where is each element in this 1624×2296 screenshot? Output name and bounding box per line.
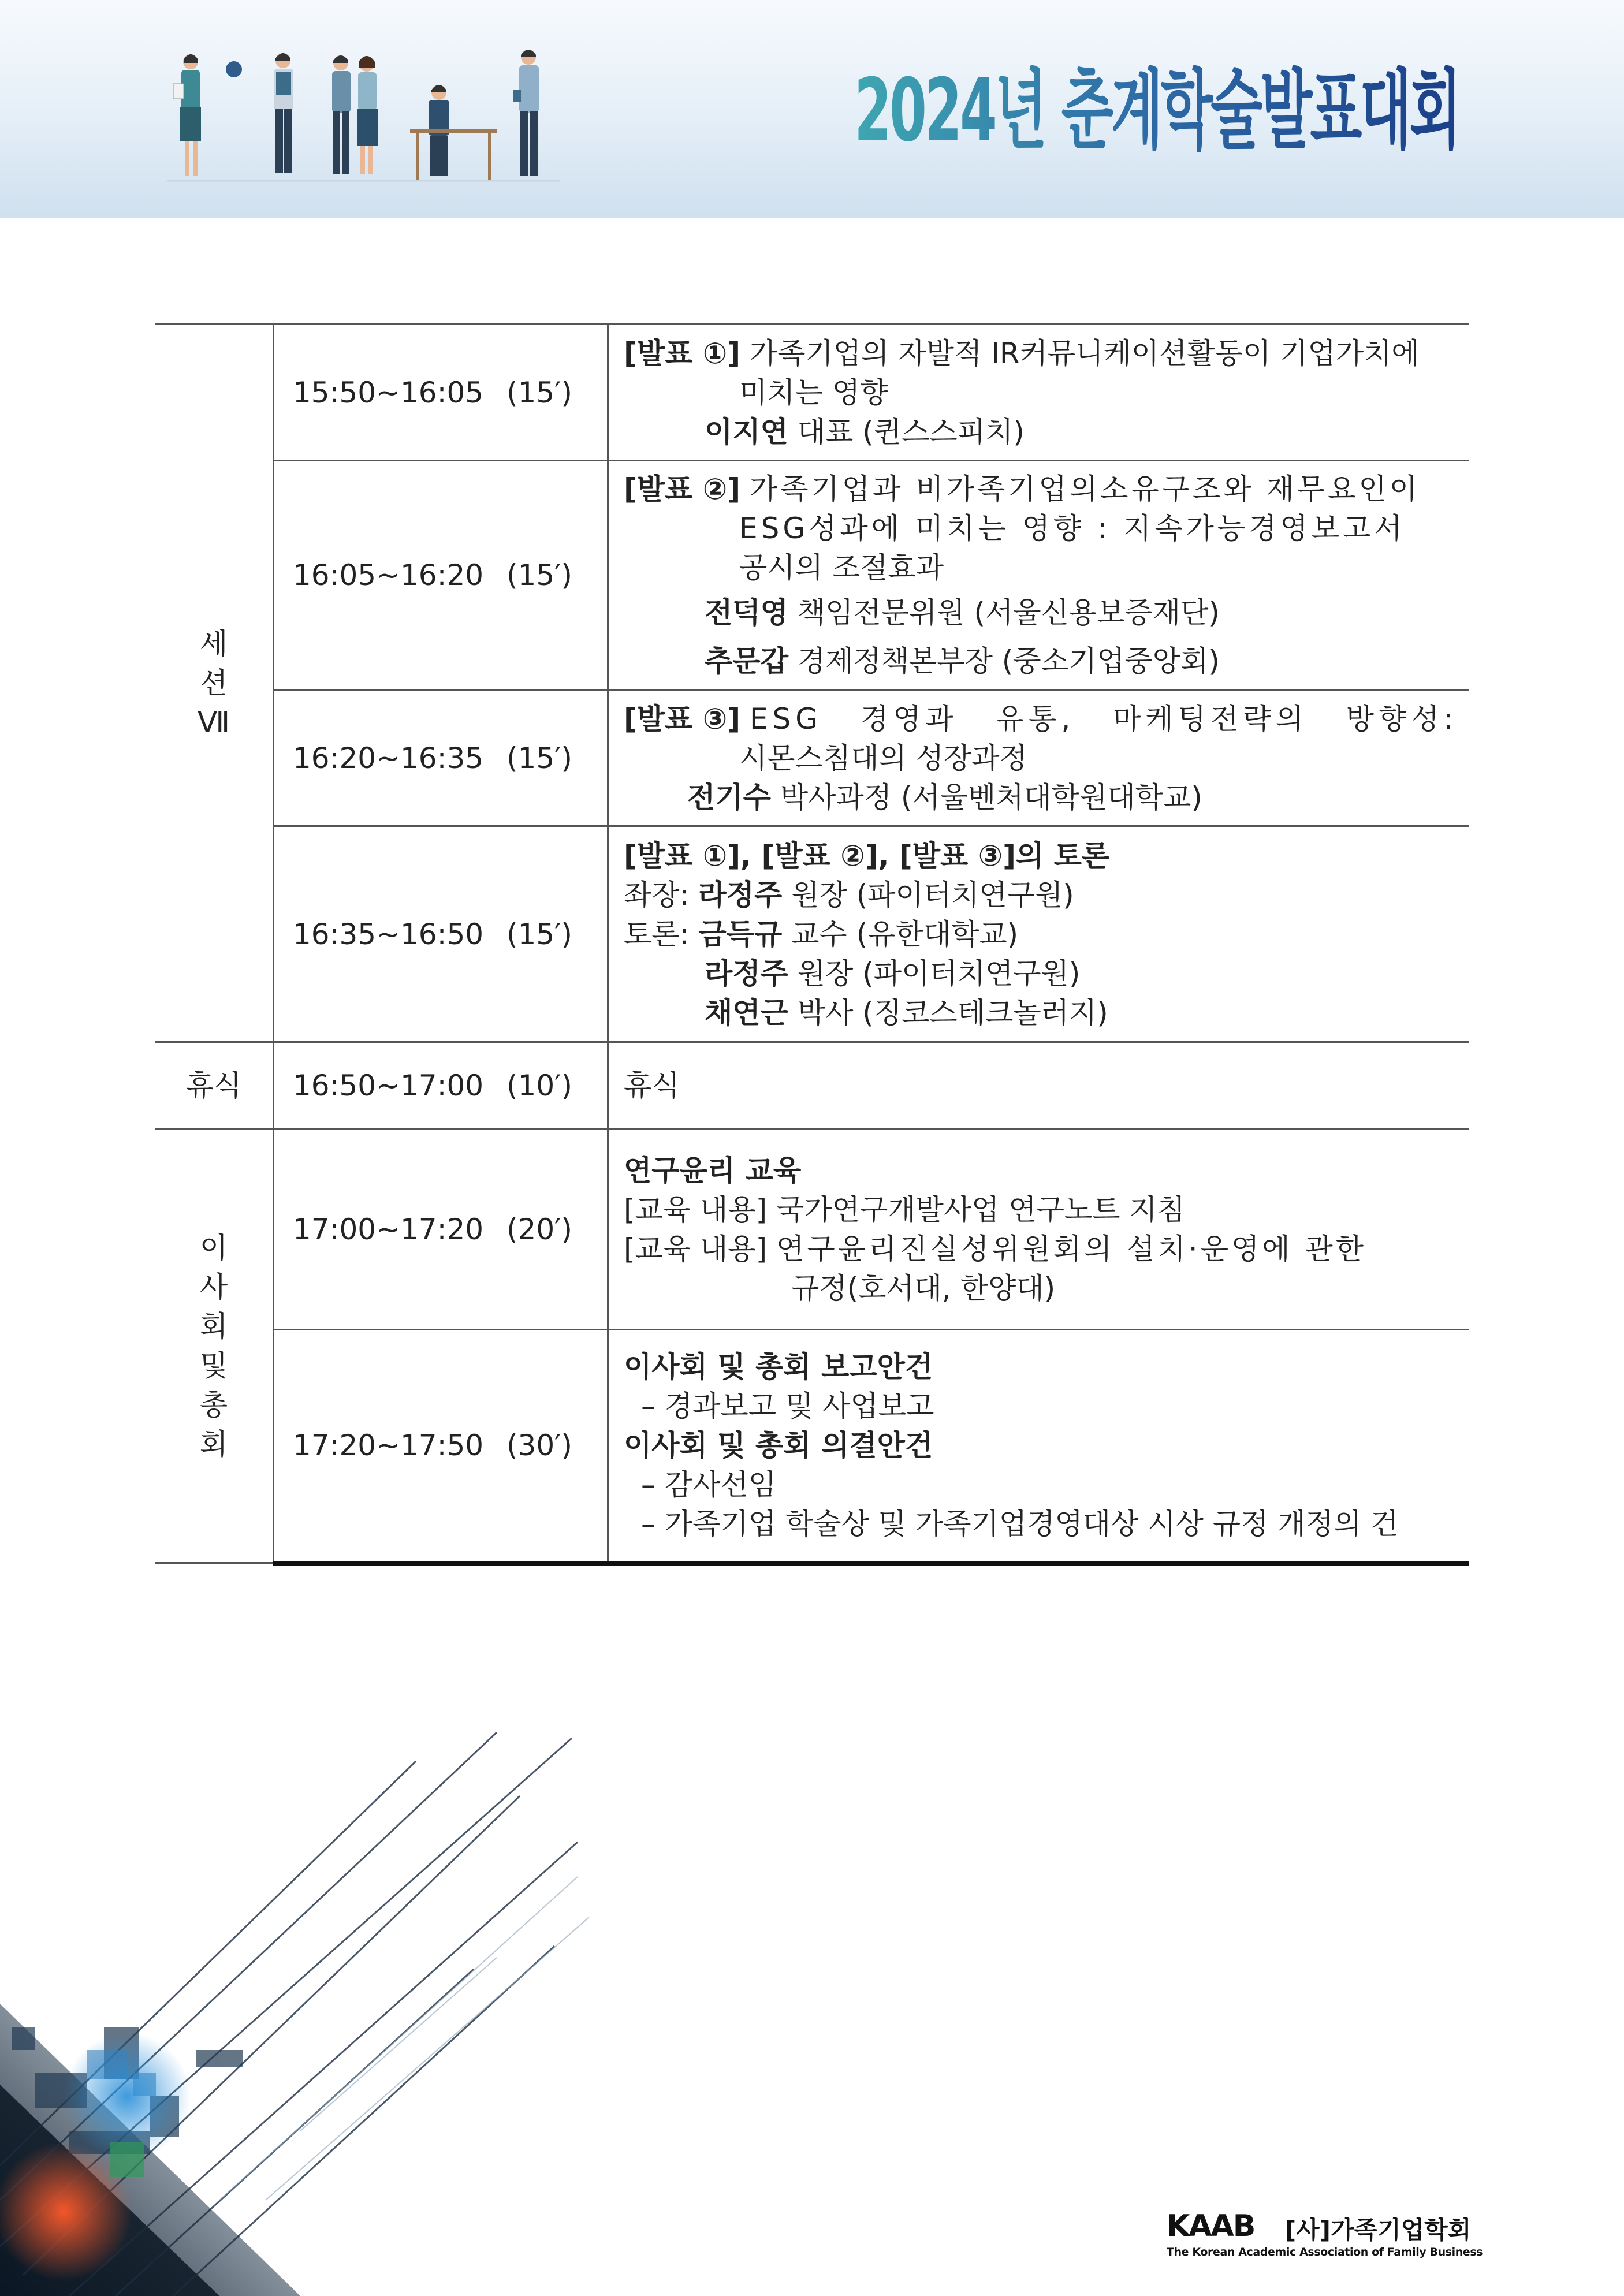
person-woman-clipboard	[173, 54, 201, 176]
person-standing	[513, 50, 539, 176]
discussant-affiliation: 교수 (유한대학교)	[791, 917, 1019, 951]
education-tag: [교육 내용]	[624, 1232, 768, 1266]
duration: (15′)	[506, 558, 572, 592]
presenter-affiliation: 경제정책본부장 (중소기업중앙회)	[797, 644, 1220, 678]
education-tag: [교육 내용]	[624, 1192, 768, 1227]
table-row	[155, 1042, 1469, 1129]
time-cell	[274, 461, 608, 690]
header-band	[0, 0, 1624, 218]
person-at-desk	[410, 85, 497, 180]
time-cell	[274, 1042, 608, 1129]
discussant-affiliation: 박사 (징코스테크놀러지)	[797, 996, 1108, 1030]
presentation-title-cont: 시몬스침대의 성장과정	[739, 741, 1027, 775]
presentation-title-cont: 미치는 영향	[739, 375, 888, 409]
time-range: 17:20~17:50	[293, 1429, 484, 1463]
presenter-affiliation: 박사과정 (서울벤처대학원대학교)	[780, 780, 1202, 814]
education-content: 연구윤리진실성위원회의 설치·운영에 관한	[776, 1232, 1367, 1266]
time-cell	[274, 690, 608, 826]
presenter-name: 이지연	[705, 415, 788, 449]
discussion-title: [발표 ①], [발표 ②], [발표 ③]의 토론	[624, 838, 1110, 873]
table-row	[155, 1330, 1469, 1563]
presentation-title: 가족기업의 자발적 IR커뮤니케이션활동이 기업가치에	[749, 336, 1420, 370]
discussant-label: 토론:	[624, 917, 690, 951]
schedule-table	[155, 323, 1469, 1566]
session-label: 세 션 Ⅶ	[155, 325, 274, 1042]
time-range: 16:20~16:35	[293, 741, 484, 775]
presenter-name: 전기수	[687, 780, 771, 814]
presentation-tag: [발표 ②]	[624, 472, 741, 506]
logo-korean-name: [사]가족기업학회	[1285, 2216, 1472, 2244]
content-cell	[608, 690, 1470, 826]
duration: (30′)	[506, 1429, 572, 1463]
discussant-name: 라정주	[705, 956, 788, 990]
time-cell	[274, 1330, 608, 1563]
education-content-cont: 규정(호서대, 한양대)	[791, 1271, 1056, 1305]
education-title: 연구윤리 교육	[624, 1153, 802, 1187]
agenda-title: 이사회 및 총회 보고안건	[624, 1350, 933, 1384]
duration: (10′)	[506, 1068, 572, 1102]
chair-label: 좌장:	[624, 878, 690, 912]
time-cell	[274, 826, 608, 1042]
table-row	[155, 690, 1469, 826]
duration: (15′)	[506, 375, 572, 409]
logo-mark: KAAB	[1167, 2209, 1255, 2243]
presenter-affiliation: 대표 (퀸스스피치)	[797, 415, 1025, 449]
chair-affiliation: 원장 (파이터치연구원)	[791, 878, 1074, 912]
presenter-affiliation: 책임전문위원 (서울신용보증재단)	[797, 596, 1220, 629]
duration: (15′)	[506, 917, 572, 951]
time-cell	[274, 1129, 608, 1330]
table-row	[155, 461, 1469, 690]
content-cell	[608, 1129, 1470, 1330]
discussant-affiliation: 원장 (파이터치연구원)	[797, 956, 1081, 990]
table-row	[155, 826, 1469, 1042]
person-man-globe	[226, 53, 293, 173]
agenda-title: 이사회 및 총회 의결안건	[624, 1429, 933, 1463]
content-cell: 휴식	[608, 1042, 1470, 1129]
duration: (15′)	[506, 741, 572, 775]
agenda-item: – 경과보고 및 사업보고	[641, 1389, 934, 1423]
event-title: 2024년 춘계학술발표대회	[854, 40, 1459, 165]
time-range: 16:50~17:00	[293, 1068, 484, 1102]
content-cell	[608, 1330, 1470, 1563]
agenda-item: – 감사선임	[641, 1468, 777, 1502]
discussant-name: 금득규	[698, 917, 783, 951]
table-row	[155, 325, 1469, 461]
presenter-name: 전덕영	[705, 596, 788, 629]
decorative-art	[0, 1727, 595, 2296]
presentation-tag: [발표 ③]	[624, 702, 741, 736]
presentation-tag: [발표 ①]	[624, 336, 741, 370]
presentation-title-cont: 공시의 조절효과	[739, 551, 944, 584]
content-cell	[608, 461, 1470, 690]
presentation-title: ESG 경영과 유통, 마케팅전략의 방향성:	[749, 702, 1458, 736]
duration: (20′)	[506, 1212, 572, 1246]
time-range: 17:00~17:20	[293, 1212, 484, 1246]
content-cell	[608, 325, 1470, 461]
education-content: 국가연구개발사업 연구노트 지침	[776, 1192, 1186, 1227]
logo-english-name: The Korean Academic Association of Family Business	[1167, 2246, 1483, 2258]
content-cell	[608, 826, 1470, 1042]
time-range: 16:35~16:50	[293, 917, 484, 951]
presentation-title-cont: ESG성과에 미치는 영향 : 지속가능경영보고서	[739, 512, 1406, 545]
organization-logo	[1167, 2209, 1483, 2267]
chair-name: 라정주	[698, 878, 783, 912]
time-range: 15:50~16:05	[293, 375, 484, 409]
discussant-name: 채연근	[705, 996, 788, 1030]
time-range: 16:05~16:20	[293, 558, 484, 592]
presenter-name: 추문갑	[705, 644, 788, 678]
session-label: 이 사 회 및 총 회	[155, 1129, 274, 1563]
table-row	[155, 1129, 1469, 1330]
time-cell	[274, 325, 608, 461]
presentation-title: 가족기업과 비가족기업의소유구조와 재무요인이	[749, 472, 1421, 506]
session-label: 휴식	[155, 1042, 274, 1129]
agenda-item: – 가족기업 학술상 및 가족기업경영대상 시상 규정 개정의 건	[641, 1507, 1399, 1541]
people-illustration	[167, 49, 560, 185]
person-pair	[332, 55, 378, 174]
